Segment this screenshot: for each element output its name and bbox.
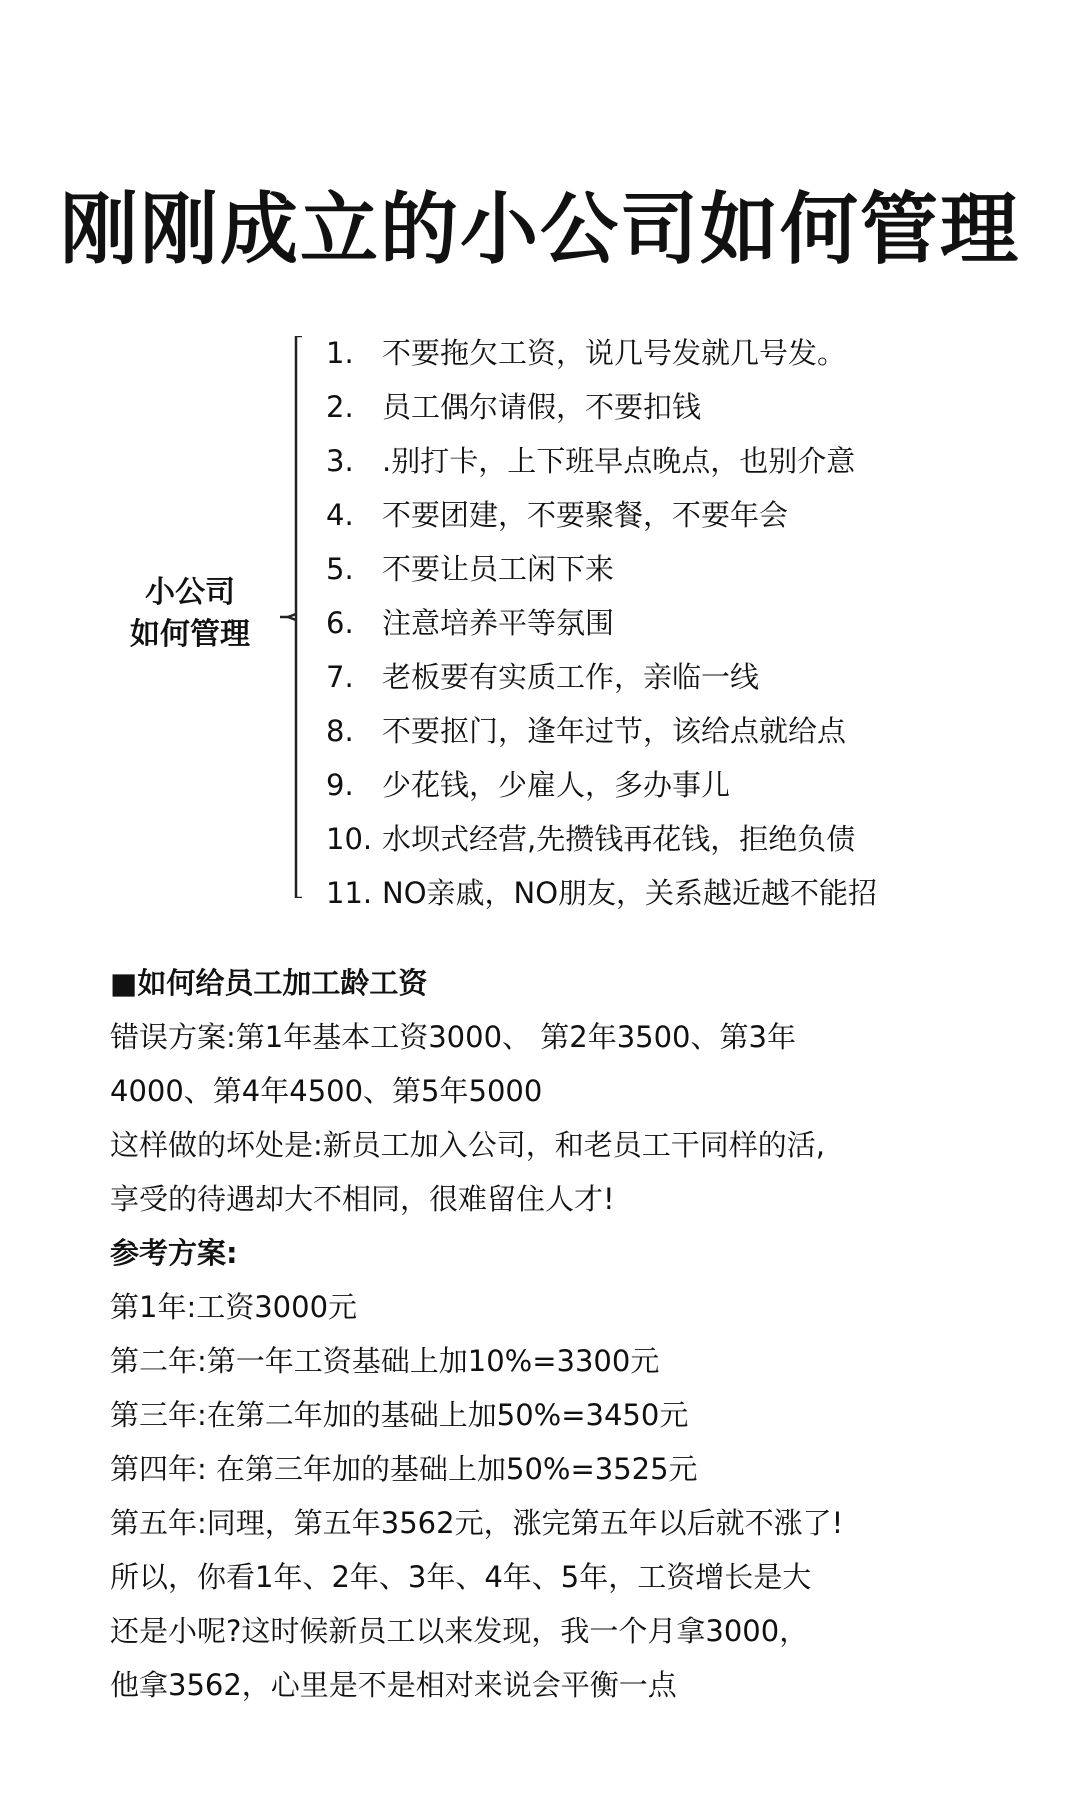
list-item xyxy=(326,650,877,704)
list-item-number: 8. xyxy=(326,714,354,748)
tips-list xyxy=(326,326,877,920)
list-item-text: .别打卡，上下班早点晚点，也别介意 xyxy=(382,444,856,478)
list-item xyxy=(326,866,877,920)
reference-plan-heading: 参考方案: xyxy=(110,1236,238,1270)
list-item-text: 老板要有实质工作，亲临一线 xyxy=(382,660,760,694)
downside-line: 享受的待遇却大不相同，很难留住人才! xyxy=(110,1182,615,1216)
list-item-number: 2. xyxy=(326,390,354,424)
list-item xyxy=(326,758,877,812)
mindmap-bracket xyxy=(280,336,320,898)
list-item-text: 不要让员工闲下来 xyxy=(382,552,615,586)
list-item-text: 不要团建，不要聚餐，不要年会 xyxy=(382,498,789,532)
conclusion-line: 还是小呢?这时候新员工以来发现，我一个月拿3000， xyxy=(110,1614,809,1648)
plan-year-1: 第1年:工资3000元 xyxy=(110,1290,358,1324)
list-item xyxy=(326,488,877,542)
list-item xyxy=(326,542,877,596)
wrong-plan-line: 错误方案:第1年基本工资3000、 第2年3500、第3年 xyxy=(110,1020,796,1054)
list-item-text: 注意培养平等氛围 xyxy=(382,606,615,640)
list-item-number: 3. xyxy=(326,444,354,478)
list-item-number: 4. xyxy=(326,498,354,532)
list-item-text: 少花钱，少雇人，多办事儿 xyxy=(382,768,731,802)
list-item xyxy=(326,812,877,866)
list-item-number: 1. xyxy=(326,336,354,370)
list-item-text: 水坝式经营,先攒钱再花钱，拒绝负债 xyxy=(382,822,856,856)
list-item-number: 11. xyxy=(326,876,373,910)
plan-year-4: 第四年: 在第三年加的基础上加50%=3525元 xyxy=(110,1452,698,1486)
plan-year-2: 第二年:第一年工资基础上加10%=3300元 xyxy=(110,1344,660,1378)
list-item-number: 5. xyxy=(326,552,354,586)
list-item-number: 9. xyxy=(326,768,354,802)
list-item xyxy=(326,704,877,758)
list-item-number: 6. xyxy=(326,606,354,640)
list-item-text: 不要拖欠工资，说几号发就几号发。 xyxy=(382,336,847,370)
list-item xyxy=(326,326,877,380)
seniority-pay-section xyxy=(110,956,1010,1712)
conclusion-line: 他拿3562，心里是不是相对来说会平衡一点 xyxy=(110,1668,677,1702)
list-item-number: 10. xyxy=(326,822,373,856)
page-title: 刚刚成立的小公司如何管理 xyxy=(59,185,1020,275)
section-heading: ■如何给员工加工龄工资 xyxy=(110,966,428,1000)
list-item xyxy=(326,596,877,650)
list-item-text: 员工偶尔请假，不要扣钱 xyxy=(382,390,702,424)
mindmap-root-line1: 小公司 xyxy=(145,575,235,610)
mindmap-root-line2: 如何管理 xyxy=(130,617,250,652)
plan-year-5: 第五年:同理，第五年3562元，涨完第五年以后就不涨了! xyxy=(110,1506,844,1540)
list-item-text: NO亲戚，NO朋友，关系越近越不能招 xyxy=(382,876,878,910)
list-item xyxy=(326,434,877,488)
downside-line: 这样做的坏处是:新员工加入公司，和老员工干同样的活, xyxy=(110,1128,825,1162)
list-item-number: 7. xyxy=(326,660,354,694)
list-item-text: 不要抠门，逢年过节，该给点就给点 xyxy=(382,714,847,748)
list-item xyxy=(326,380,877,434)
conclusion-line: 所以，你看1年、2年、3年、4年、5年，工资增长是大 xyxy=(110,1560,812,1594)
plan-year-3: 第三年:在第二年加的基础上加50%=3450元 xyxy=(110,1398,689,1432)
mindmap-root xyxy=(110,572,270,656)
wrong-plan-line: 4000、第4年4500、第5年5000 xyxy=(110,1074,543,1108)
